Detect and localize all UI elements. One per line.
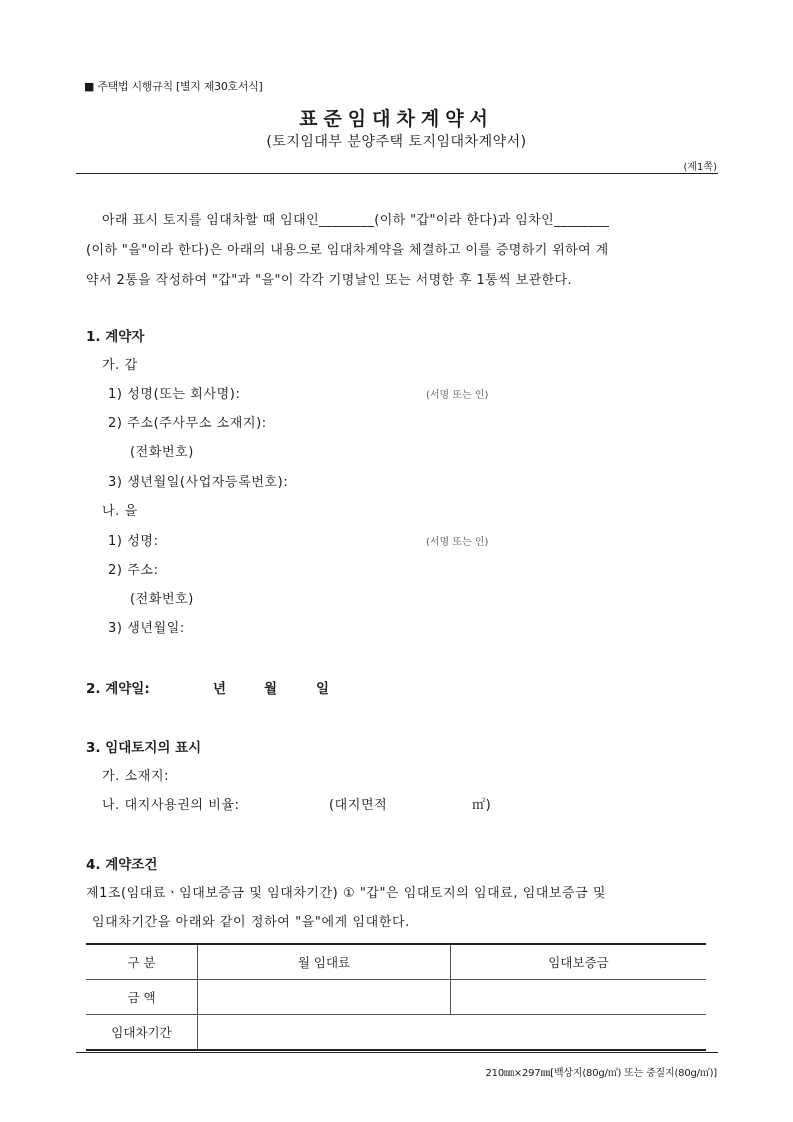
row-period-label: 임대차기간 <box>86 1015 198 1051</box>
amount-deposit-cell[interactable] <box>451 980 707 1015</box>
party-b-signature-note: (서명 또는 인) <box>426 537 489 548</box>
party-b-label: 나. 을 <box>102 504 138 519</box>
section-land-heading: 3. 임대토지의 표시 <box>86 740 202 756</box>
party-b-birth-field: 3) 생년월일: <box>108 621 185 636</box>
row-amount-label: 금 액 <box>86 980 198 1015</box>
table-header-row <box>86 944 706 980</box>
header-monthly-rent: 월 임대료 <box>198 944 451 980</box>
party-b-address-field: 2) 주소: <box>108 563 159 578</box>
rent-terms-table <box>86 943 706 1051</box>
land-area-unit: ㎡) <box>472 798 492 813</box>
contract-date-day: 일 <box>316 681 330 697</box>
party-a-phone-field: (전화번호) <box>130 445 194 460</box>
section-contract-date-heading: 2. 계약일: <box>86 681 150 697</box>
form-reference-note: ■ 주택법 시행규칙 [별지 제30호서식] <box>84 80 263 93</box>
intro-line-2: (이하 "을"이라 한다)은 아래의 내용으로 임대차계약을 체결하고 이를 증명하기 위하여 계 <box>86 243 609 258</box>
table-row-amount <box>86 980 706 1015</box>
intro-line-3: 약서 2통을 작성하여 "갑"과 "을"이 각각 기명날인 또는 서명한 후 1통씩 보관한다. <box>86 273 572 288</box>
intro-paragraph <box>86 206 716 296</box>
land-area-label: (대지면적 <box>329 798 388 813</box>
period-value-cell[interactable] <box>198 1015 707 1051</box>
amount-rent-cell[interactable] <box>198 980 451 1015</box>
contract-date-month: 월 <box>264 681 278 697</box>
header-category: 구 분 <box>86 944 198 980</box>
page-number: (제1쪽) <box>683 162 717 173</box>
paper-spec-note: 210㎜×297㎜[백상지(80g/㎡) 또는 중질지(80g/㎡)] <box>485 1068 717 1079</box>
table-row-period <box>86 1015 706 1051</box>
section-contractors-heading: 1. 계약자 <box>86 329 145 345</box>
party-b-name-field: 1) 성명: <box>108 534 159 549</box>
clause-1-line-2: 임대차기간을 아래와 같이 정하여 "을"에게 임대한다. <box>92 915 410 930</box>
document-subtitle: (토지임대부 분양주택 토지임대차계약서) <box>266 134 527 150</box>
land-use-ratio-field: 나. 대지사용권의 비율: <box>102 798 240 813</box>
contract-date-year: 년 <box>213 681 227 697</box>
header-deposit: 임대보증금 <box>451 944 707 980</box>
document-title: 표준임대차계약서 <box>299 108 494 130</box>
party-a-signature-note: (서명 또는 인) <box>426 390 489 401</box>
party-a-birth-field: 3) 생년월일(사업자등록번호): <box>108 475 289 490</box>
section-terms-heading: 4. 계약조건 <box>86 857 158 873</box>
clause-1-line-1: 제1조(임대료ㆍ임대보증금 및 임대차기간) ① "갑"은 임대토지의 임대료, 임대보증금 및 <box>86 886 607 901</box>
party-a-address-field: 2) 주소(주사무소 소재지): <box>108 416 267 431</box>
party-a-name-field: 1) 성명(또는 회사명): <box>108 387 241 402</box>
party-b-phone-field: (전화번호) <box>130 592 194 607</box>
intro-line-1: 아래 표시 토지를 임대차할 때 임대인________(이하 "갑"이라 한다)과 임차인________ <box>102 213 610 228</box>
header-divider <box>76 173 718 174</box>
footer-divider <box>76 1052 718 1053</box>
party-a-label: 가. 갑 <box>102 358 138 373</box>
land-location-field: 가. 소재지: <box>102 769 170 784</box>
